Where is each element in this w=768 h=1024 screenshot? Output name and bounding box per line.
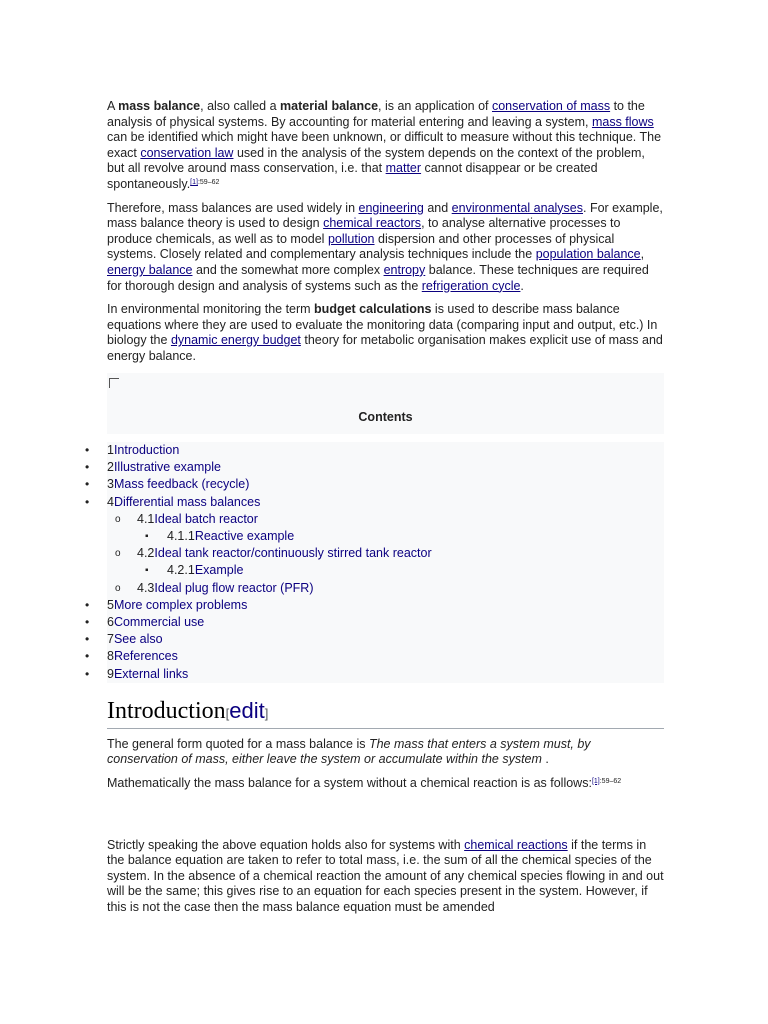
text: . bbox=[520, 278, 524, 293]
citation bbox=[592, 778, 621, 785]
toc-item[interactable] bbox=[85, 614, 664, 631]
toc-item[interactable] bbox=[85, 597, 664, 614]
bullet-square-icon: ▪ bbox=[145, 531, 149, 543]
intro-paragraph-1 bbox=[107, 737, 664, 768]
bullet-disc-icon: • bbox=[85, 460, 90, 475]
term-material-balance: material balance bbox=[280, 99, 379, 113]
text: and bbox=[423, 200, 452, 215]
toc-item[interactable] bbox=[107, 528, 664, 545]
link-environmental-analyses[interactable]: environmental analyses bbox=[451, 200, 583, 215]
quote-text: The mass that enters a system must, by conservation of mass, either leave the system or accumulate within the system bbox=[107, 736, 591, 767]
equation-placeholder bbox=[107, 800, 664, 838]
toc-number: 8 bbox=[107, 649, 114, 664]
text: . bbox=[541, 752, 549, 767]
toc-toggle-icon[interactable] bbox=[109, 378, 119, 388]
text: balance. These techniques are required for thorough design and analysis of systems such as the bbox=[107, 262, 649, 293]
link-conservation-of-mass[interactable]: conservation of mass bbox=[491, 99, 611, 113]
link-entropy[interactable]: entropy bbox=[383, 262, 426, 277]
bullet-disc-icon: • bbox=[85, 477, 90, 492]
text: theory for metabolic organisation makes explicit use of mass and energy balance. bbox=[107, 333, 663, 363]
toc-item[interactable] bbox=[85, 631, 664, 648]
toc-number: 4 bbox=[107, 494, 114, 509]
text: Strictly speaking the above equation holds also for systems with bbox=[107, 837, 465, 852]
toc-number: 4.3 bbox=[137, 580, 155, 595]
bullet-circle-icon: o bbox=[115, 548, 121, 560]
toc-number: 9 bbox=[107, 666, 114, 681]
text: Mathematically the mass balance for a system without a chemical reaction is as follows: bbox=[107, 775, 592, 790]
toc-title: Contents bbox=[358, 409, 413, 424]
bullet-disc-icon: • bbox=[85, 614, 90, 629]
toc-label[interactable]: Ideal plug flow reactor (PFR) bbox=[154, 580, 314, 595]
article-body bbox=[85, 99, 664, 923]
toc-label[interactable]: Introduction bbox=[113, 443, 180, 458]
edit-bracket-open: [ bbox=[225, 705, 230, 721]
text: , also called a bbox=[200, 99, 281, 113]
toc-item[interactable] bbox=[85, 666, 664, 683]
toc-label[interactable]: Mass feedback (recycle) bbox=[113, 477, 250, 492]
toc-number: 4.2.1 bbox=[167, 563, 195, 578]
citation-link[interactable]: [1] bbox=[190, 178, 198, 186]
edit-section-link[interactable]: edit bbox=[229, 697, 265, 723]
toc-list bbox=[85, 442, 664, 683]
text: can be identified which might have been unknown, or difficult to measure without this technique. The exact bbox=[107, 130, 662, 160]
toc-label[interactable]: Example bbox=[194, 563, 244, 578]
citation-pages: :59–62 bbox=[197, 178, 220, 186]
toc-item[interactable] bbox=[107, 545, 664, 562]
toc-number: 5 bbox=[107, 597, 114, 612]
heading-text: Introduction bbox=[107, 697, 226, 724]
text: cannot disappear or be created spontaneously. bbox=[107, 161, 598, 191]
toc-number: 6 bbox=[107, 614, 114, 629]
bullet-square-icon: ▪ bbox=[145, 565, 149, 577]
lead-paragraph-3 bbox=[107, 302, 664, 364]
toc-item[interactable] bbox=[107, 580, 664, 597]
link-conservation-law[interactable]: conservation law bbox=[140, 145, 234, 160]
toc-number: 3 bbox=[107, 477, 114, 492]
citation-pages: :59–62 bbox=[599, 777, 622, 785]
text: A bbox=[107, 99, 119, 113]
text: In environmental monitoring the term bbox=[107, 302, 315, 317]
text: if the terms in the balance equation are taken to refer to total mass, i.e. the sum of all the chemical species of the system. In the absence of a chemical reaction the amount of any chemical species flowing in and out will be the same; this gives rise to an equation for each species present in the system. However, if this is not the case then the mass balance equation must be amended bbox=[107, 837, 664, 914]
toc-header bbox=[107, 373, 664, 397]
toc-item[interactable] bbox=[85, 459, 664, 476]
bullet-circle-icon: o bbox=[115, 513, 121, 525]
section-heading-introduction bbox=[107, 697, 664, 729]
link-dynamic-energy-budget[interactable]: dynamic energy budget bbox=[170, 333, 301, 348]
text: and the somewhat more complex bbox=[192, 262, 384, 277]
link-mass-flows[interactable]: mass flows bbox=[591, 114, 654, 129]
lead-paragraph-2 bbox=[107, 201, 664, 295]
text: used in the analysis of the system depends on the context of the problem, but all revolve around mass conservation, i.e. that bbox=[107, 145, 645, 176]
edit-bracket-close: ] bbox=[264, 705, 269, 721]
bullet-disc-icon: • bbox=[85, 649, 90, 664]
toc-label[interactable]: Reactive example bbox=[194, 529, 295, 544]
bullet-disc-icon: • bbox=[85, 632, 90, 647]
text: , is an application of bbox=[378, 99, 492, 113]
toc-item[interactable] bbox=[85, 442, 664, 459]
toc-number: 4.1.1 bbox=[167, 529, 195, 544]
term-budget-calculations: budget calculations bbox=[314, 302, 432, 317]
toc-number: 2 bbox=[107, 460, 114, 475]
bullet-disc-icon: • bbox=[85, 666, 90, 681]
toc-item[interactable] bbox=[85, 648, 664, 665]
toc-label[interactable]: Commercial use bbox=[113, 614, 205, 629]
toc-label[interactable]: Ideal batch reactor bbox=[154, 511, 258, 526]
toc-item[interactable] bbox=[85, 494, 664, 511]
bullet-disc-icon: • bbox=[85, 443, 90, 458]
text: The general form quoted for a mass balance is bbox=[107, 736, 369, 751]
intro-paragraph-3 bbox=[107, 838, 664, 916]
bullet-disc-icon: • bbox=[85, 597, 90, 612]
toc-label[interactable]: Differential mass balances bbox=[113, 494, 261, 509]
link-engineering[interactable]: engineering bbox=[358, 200, 424, 215]
text: . For example, mass balance theory is used to design bbox=[107, 200, 663, 231]
toc-number: 4.1 bbox=[137, 511, 155, 526]
link-population-balance[interactable]: population balance bbox=[535, 247, 641, 262]
citation bbox=[190, 179, 219, 186]
toc-item[interactable] bbox=[107, 511, 664, 528]
link-refrigeration-cycle[interactable]: refrigeration cycle bbox=[421, 278, 521, 293]
link-chemical-reactors[interactable]: chemical reactors bbox=[323, 216, 422, 231]
text: , to analyse alternative processes to produce chemicals, as well as to model bbox=[107, 216, 621, 246]
intro-paragraph-2 bbox=[107, 776, 664, 792]
table-of-contents bbox=[107, 373, 664, 435]
link-pollution[interactable]: pollution bbox=[327, 231, 375, 246]
toc-label[interactable]: See also bbox=[113, 632, 163, 647]
citation-link[interactable]: [1] bbox=[591, 777, 600, 785]
text: Therefore, mass balances are used widely in bbox=[107, 200, 359, 215]
toc-label[interactable]: External links bbox=[113, 666, 189, 681]
toc-label[interactable]: Illustrative example bbox=[113, 460, 221, 475]
bullet-circle-icon: o bbox=[115, 582, 121, 594]
toc-item[interactable] bbox=[85, 476, 664, 493]
link-matter[interactable]: matter bbox=[385, 161, 422, 176]
toc-number: 4.2 bbox=[137, 546, 155, 561]
text: dispersion and other processes of physical systems. Closely related and complementary analysis techniques include the bbox=[107, 231, 615, 262]
toc-number: 1 bbox=[107, 443, 114, 458]
term-mass-balance: mass balance bbox=[118, 99, 201, 113]
bullet-disc-icon: • bbox=[85, 494, 90, 509]
toc-number: 7 bbox=[107, 632, 114, 647]
toc-label[interactable]: Ideal tank reactor/continuously stirred tank reactor bbox=[154, 546, 432, 561]
toc-label[interactable]: More complex problems bbox=[113, 597, 248, 612]
link-chemical-reactions[interactable]: chemical reactions bbox=[464, 837, 568, 852]
text: is used to describe mass balance equations where they are used to evaluate the monitoring data (comparing input and output, etc.) In biology the bbox=[107, 302, 658, 348]
lead-paragraph-1 bbox=[107, 99, 664, 193]
link-energy-balance[interactable]: energy balance bbox=[107, 262, 193, 277]
text: , bbox=[640, 247, 645, 262]
toc-label[interactable]: References bbox=[113, 649, 178, 664]
text: to the analysis of physical systems. By accounting for material entering and leaving a system, bbox=[107, 99, 645, 129]
toc-item[interactable] bbox=[107, 562, 664, 579]
